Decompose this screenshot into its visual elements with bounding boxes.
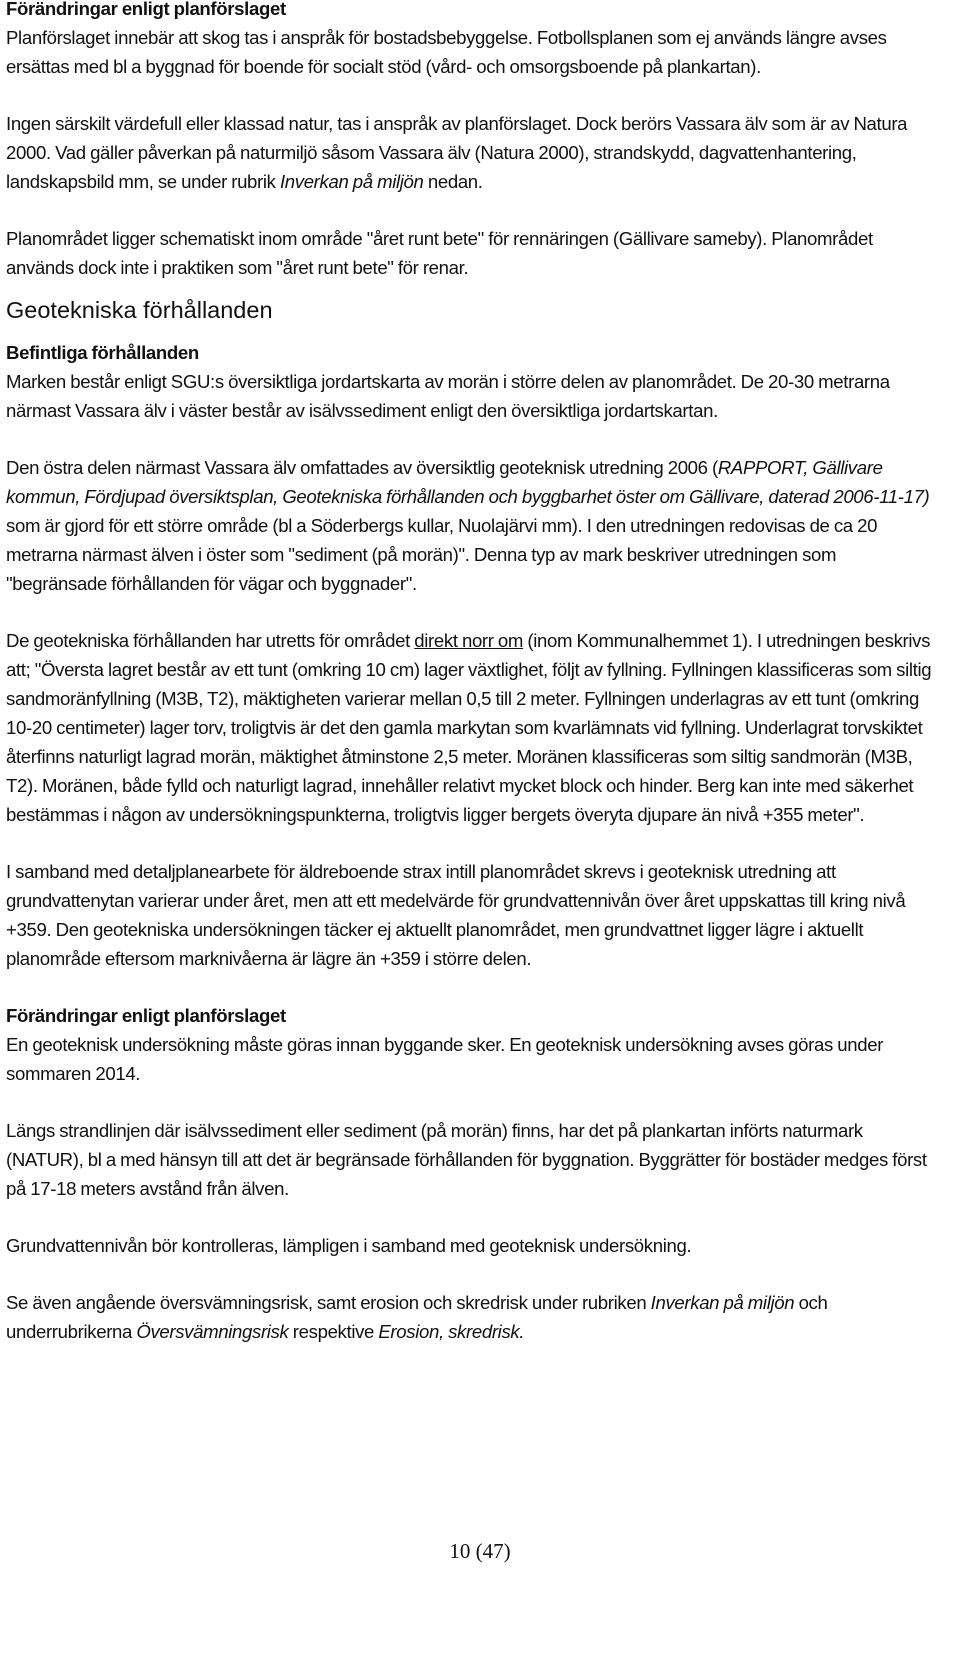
paragraph-geotechnical-survey: En geoteknisk undersökning måste göras innan byggande sker. En geoteknisk undersökning avses göras under sommaren 2014. xyxy=(6,1034,884,1084)
italic-report-citation: RAPPORT, Gällivare kommun, Fördjupad översiktsplan, Geotekniska förhållanden och byggbarhet öster om Gällivare, daterad 2006-11-17) xyxy=(6,457,930,507)
underlined-text: direkt norr om xyxy=(414,630,524,651)
italic-reference: Inverkan på miljön xyxy=(279,171,424,192)
italic-reference: Översvämningsrisk xyxy=(136,1321,289,1342)
text-run: Ingen särskilt värdefull eller klassad natur, tas i anspråk av planförslaget. Dock berörs Vassara älv som är av Natura 2000. Vad gäller påverkan på naturmiljö såsom Vassara älv (Natura 2000), strandskydd, dagvattenhantering, landskapsbild mm, se under rubrik xyxy=(6,113,908,192)
page-number: 10 (47) xyxy=(449,1539,511,1563)
text-run: respektive xyxy=(288,1321,379,1342)
paragraph-see-also xyxy=(6,1288,941,1346)
italic-reference: Inverkan på miljön xyxy=(650,1292,795,1313)
paragraph-soil-map: Marken består enligt SGU:s översiktliga jordartskarta av morän i större delen av planområdet. De 20-30 metrarna närmast Vassara älv i väster består av isälvssediment enligt den översiktliga jordartskartan. xyxy=(6,371,890,421)
paragraph-reindeer-grazing: Planområdet ligger schematiskt inom område "året runt bete" för rennäringen (Gällivare sameby). Planområdet används dock inte i praktiken som "året runt bete" för renar. xyxy=(6,228,873,278)
paragraph-north-study xyxy=(6,626,941,829)
paragraph-nature-impact xyxy=(6,109,941,196)
text-run: De geotekniska förhållanden har utretts för området xyxy=(6,630,415,651)
paragraph-groundwater-check: Grundvattennivån bör kontrolleras, lämpligen i samband med geoteknisk undersökning. xyxy=(6,1235,692,1256)
paragraph-groundwater: I samband med detaljplanearbete för äldreboende strax intill planområdet skrevs i geoteknisk utredning att grundvattenytan varierar under året, men att ett medelvärde för grundvattennivån över året uppskattas till kring nivå +359. Den geotekniska undersökningen täcker ej aktuellt planområdet, men grundvattnet ligger lägre i aktuellt planområde eftersom marknivåerna är lägre än +359 i större delen. xyxy=(6,861,906,969)
section-title-geotechnical: Geotekniska förhållanden xyxy=(6,297,273,323)
subheading-changes: Förändringar enligt planförslaget xyxy=(6,1005,286,1026)
section-heading-planforslaget-changes: Förändringar enligt planförslaget xyxy=(6,0,286,19)
paragraph-2006-study xyxy=(6,453,941,598)
text-run: nedan. xyxy=(423,171,483,192)
text-run: (inom Kommunalhemmet 1). I utredningen beskrivs att; "Översta lagret består av ett tunt (omkring 10 cm) lager växtlighet, följt av fyllning. Fyllningen klassificeras som siltig sandmoränfyllning (M3B, T2), mäktigheten varierar mellan 0,5 till 2 meter. Fyllningen underlagras av ett tunt (omkring 10-20 centimeter) lager torv, troligtvis är det den gamla markytan som kvarlämnats vid fyllning. Underlagrat torvskiktet återfinns naturligt lagrad morän, mäktighet åtminstone 2,5 meter. Moränen klassificeras som siltig sandmorän (M3B, T2). Moränen, både fylld och naturligt lagrad, innehåller relativt mycket block och hinder. Berg kan inte med säkerhet bestämmas i någon av undersökningspunkterna, troligtvis ligger bergets överyta djupare än nivå +355 meter". xyxy=(6,630,932,825)
subheading-existing-conditions: Befintliga förhållanden xyxy=(6,342,199,363)
text-run: och underrubrikerna xyxy=(6,1292,828,1342)
italic-reference: Erosion, skredrisk. xyxy=(378,1321,525,1342)
paragraph-plan-proposal: Planförslaget innebär att skog tas i anspråk för bostadsbebyggelse. Fotbollsplanen som ej används längre avses ersättas med bl a byggnad för boende för socialt stöd (vård- och omsorgsboende på plankartan). xyxy=(6,27,887,77)
text-run: som är gjord för ett större område (bl a Söderbergs kullar, Nuolajärvi mm). I den utredningen redovisas de ca 20 metrarna närmast älven i öster som "sediment (på morän)". Denna typ av mark beskriver utredningen som "begränsade förhållanden för vägar och byggnader". xyxy=(6,515,878,594)
text-run: Se även angående översvämningsrisk, samt erosion och skredrisk under rubriken xyxy=(6,1292,651,1313)
paragraph-shoreline: Längs strandlinjen där isälvssediment eller sediment (på morän) finns, har det på plankartan införts naturmark (NATUR), bl a med hänsyn till att det är begränsade förhållanden för byggnation. Byggrätter för bostäder medges först på 17-18 meters avstånd från älven. xyxy=(6,1120,927,1199)
document-body xyxy=(6,0,941,1346)
text-run: Den östra delen närmast Vassara älv omfattades av översiktlig geoteknisk utredning 2006 ( xyxy=(6,457,718,478)
